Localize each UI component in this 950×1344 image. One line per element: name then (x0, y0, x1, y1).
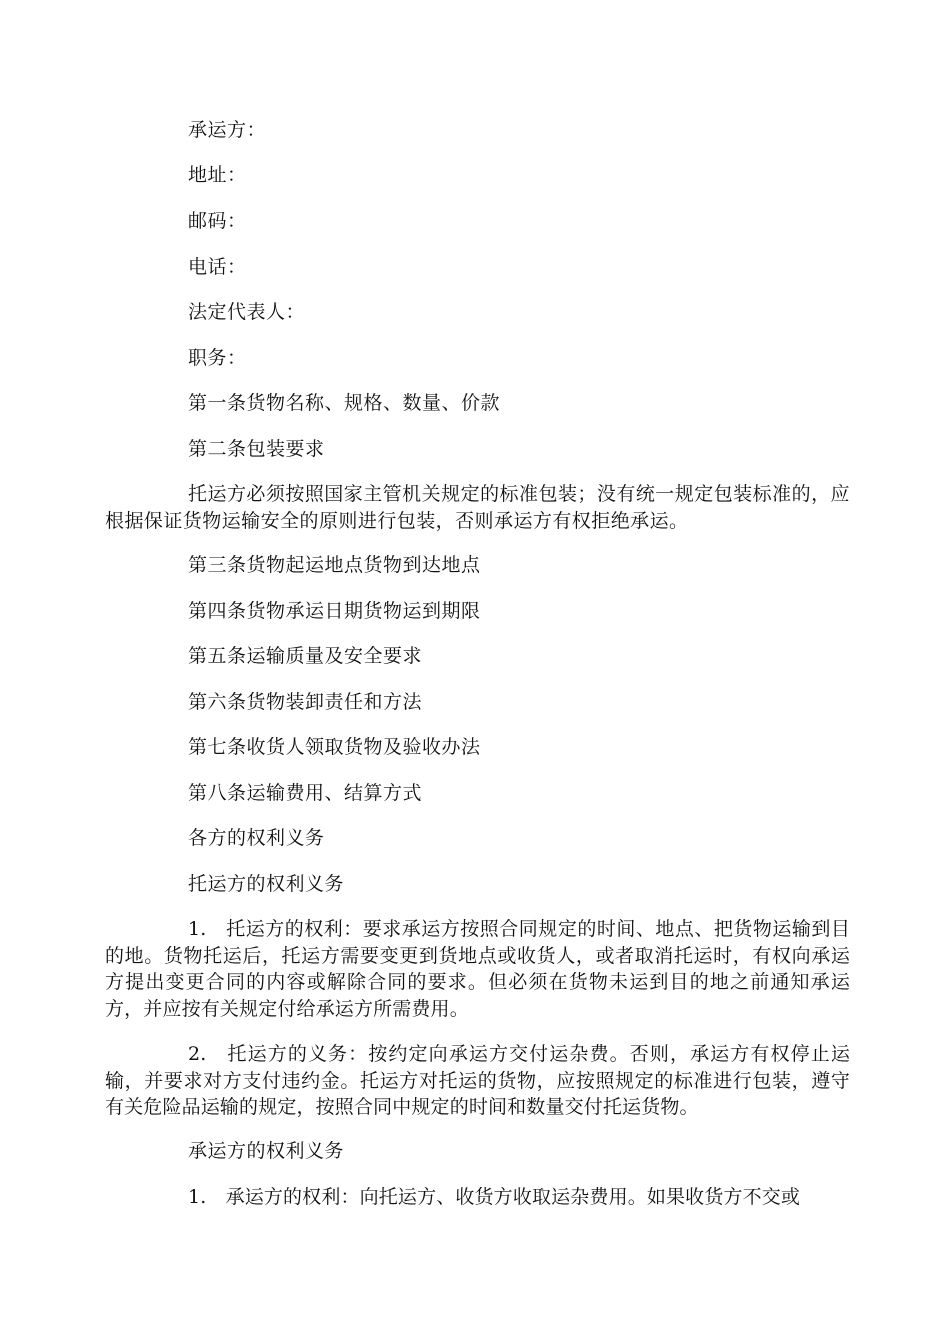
shipper-duties-paragraph: 2. 托运方的义务：按约定向承运方交付运杂费。否则，承运方有权停止运输，并要求对方支付违约金。托运方对托运的货物，应按照规定的标准进行包装，遵守有关危险品运输的规定，按照合同中规定的时间和数量交付托运货物。 (105, 1043, 850, 1118)
carrier-rights-paragraph: 1. 承运方的权利：向托运方、收货方收取运杂费用。如果收货方不交或 (188, 1186, 801, 1208)
article-7-heading: 第七条收货人领取货物及验收办法 (188, 736, 481, 758)
shipper-rights-heading: 托运方的权利义务 (188, 873, 345, 895)
position-label: 职务： (188, 347, 247, 369)
shipper-rights-paragraph: 1. 托运方的权利：要求承运方按照合同规定的时间、地点、把货物运输到目的地。货物托运后，托运方需要变更到货地点或收货人，或者取消托运时，有权向承运方提出变更合同的内容或解除合同的要求。但必须在货物未运到目的地之前通知承运方，并应按有关规定付给承运方所需费用。 (105, 918, 850, 1020)
phone-label: 电话： (188, 256, 247, 278)
postcode-label: 邮码： (188, 210, 247, 232)
article-8-heading: 第八条运输费用、结算方式 (188, 782, 423, 804)
carrier-label: 承运方： (188, 119, 267, 141)
article-3-heading: 第三条货物起运地点货物到达地点 (188, 554, 481, 576)
carrier-rights-heading: 承运方的权利义务 (188, 1140, 345, 1162)
rights-heading: 各方的权利义务 (188, 827, 325, 849)
article-5-heading: 第五条运输质量及安全要求 (188, 645, 423, 667)
article-1-heading: 第一条货物名称、规格、数量、价款 (188, 392, 501, 414)
article-4-heading: 第四条货物承运日期货物运到期限 (188, 600, 481, 622)
article-6-heading: 第六条货物装卸责任和方法 (188, 691, 423, 713)
legal-rep-label: 法定代表人： (188, 301, 306, 323)
article-2-body: 托运方必须按照国家主管机关规定的标准包装；没有统一规定包装标准的，应根据保证货物运输安全的原则进行包装，否则承运方有权拒绝承运。 (105, 483, 850, 532)
address-label: 地址： (188, 164, 247, 186)
article-2-heading: 第二条包装要求 (188, 438, 325, 460)
